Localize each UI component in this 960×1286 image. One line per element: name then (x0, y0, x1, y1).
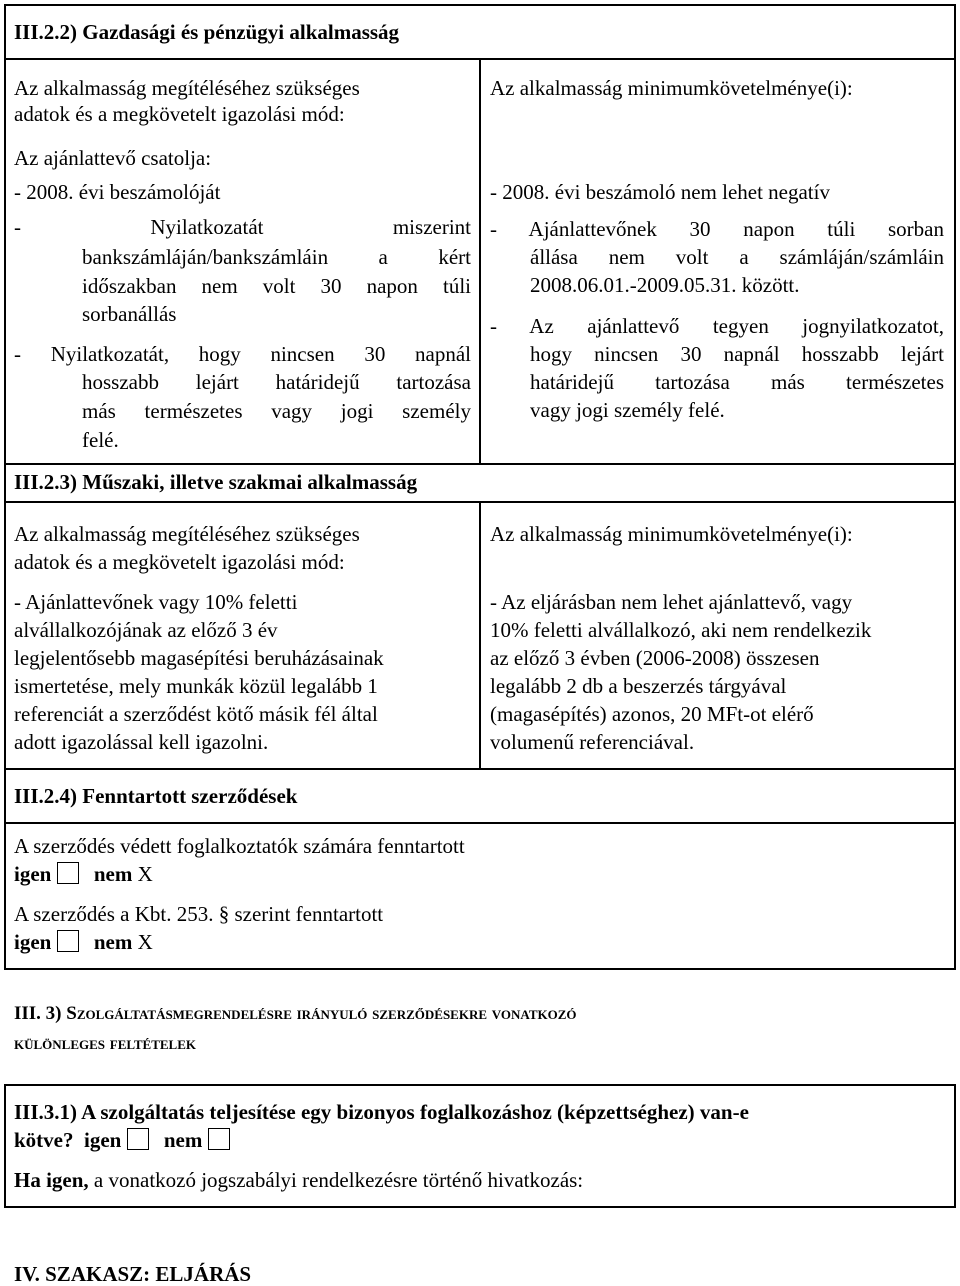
yes-checkbox[interactable] (57, 862, 79, 884)
left-title: Az alkalmasság megítéléséhez szükséges (14, 76, 360, 100)
right-title: Az alkalmasság minimumkövetelménye(i): (490, 522, 853, 546)
list-item: - Ajánlattevőnek vagy 10% feletti (14, 590, 298, 614)
list-item: alvállalkozójának az előző 3 év (14, 618, 278, 642)
yes-label: igen (14, 930, 52, 954)
yes-label: igen (14, 862, 52, 886)
no-label: nem (163, 1128, 203, 1152)
list-item: adott igazolással kell igazolni. (14, 730, 269, 754)
list-item: vagy jogi személy felé. (530, 398, 725, 422)
no-label: nem (93, 930, 133, 954)
list-item: sorbanállás (82, 302, 177, 326)
list-item: az előző 3 évben (2006-2008) összesen (490, 646, 820, 670)
list-item: 2008.06.01.-2009.05.31. között. (530, 273, 800, 297)
section-heading-iii-2-3: III.2.3) Műszaki, illetve szakmai alkalmasság (14, 470, 418, 494)
reserved-kbt-text: A szerződés a Kbt. 253. § szerint fenntartott (14, 902, 384, 926)
left-title: adatok és a megkövetelt igazolási mód: (14, 102, 345, 126)
list-item: - Az eljárásban nem lehet ajánlattevő, vagy (490, 590, 853, 614)
right-title: Az alkalmasság minimumkövetelménye(i): (490, 76, 853, 100)
list-item: állása nem volt a számláján/számláin (530, 245, 944, 269)
list-item: bankszámláján/bankszámláin a kért (82, 245, 471, 269)
reference-text: a vonatkozó jogszabályi rendelkezésre történő hivatkozás: (88, 1168, 584, 1192)
left-title: adatok és a megkövetelt igazolási mód: (14, 550, 345, 574)
section-heading-iv: IV. SZAKASZ: ELJÁRÁS (14, 1262, 252, 1286)
list-item: - Nyilatkozatát, hogy nincsen 30 napnál (14, 342, 471, 366)
list-item: - Az ajánlattevő tegyen jognyilatkozatot, (490, 314, 944, 338)
list-item: időszakban nem volt 30 napon túli (82, 274, 471, 298)
section-heading-iii-2-4: III.2.4) Fenntartott szerződések (14, 784, 298, 808)
no-label: nem (93, 862, 133, 886)
yes-checkbox[interactable] (127, 1128, 149, 1150)
list-item: - 2008. évi beszámoló nem lehet negatív (490, 180, 830, 204)
divider (4, 768, 956, 770)
no-mark: X (137, 930, 153, 954)
iii-3-1-question: III.3.1) A szolgáltatás teljesítése egy bizonyos foglalkozáshoz (képzettséghez) van-e (14, 1100, 749, 1124)
section-heading-iii-2-2: III.2.2) Gazdasági és pénzügyi alkalmasság (14, 20, 400, 44)
section-heading-iii-3 (14, 1002, 577, 1026)
attach-label: Az ajánlattevő csatolja: (14, 146, 212, 170)
reserved-protected-text: A szerződés védett foglalkoztatók számára fenntartott (14, 834, 465, 858)
list-item: hogy nincsen 30 napnál hosszabb lejárt (530, 342, 944, 366)
question-end: kötve? (14, 1128, 74, 1152)
list-item: legalább 2 db a beszerzés tárgyával (490, 674, 787, 698)
iii-3-1-yes-no (14, 1128, 234, 1152)
section-heading-iii-3-line2: különleges feltételek (14, 1033, 197, 1054)
if-yes-label: Ha igen, (14, 1168, 89, 1192)
heading-prefix: III. 3) (14, 1003, 67, 1024)
list-item: legjelentősebb magasépítési beruházásainak (14, 646, 384, 670)
column-divider (479, 58, 481, 464)
list-item: felé. (82, 428, 119, 452)
yes-no-row (14, 862, 153, 886)
yes-checkbox[interactable] (57, 930, 79, 952)
list-item: más természetes vagy jogi személy (82, 399, 471, 423)
list-item: ismertetése, mely munkák közül legalább 1 (14, 674, 378, 698)
list-item: (magasépítés) azonos, 20 MFt-ot elérő (490, 702, 814, 726)
list-item: - Ajánlattevőnek 30 napon túli sorban (490, 217, 944, 241)
list-item: határidejű tartozása más természetes (530, 370, 944, 394)
list-item: referenciát a szerződést kötő másik fél által (14, 702, 378, 726)
yes-label: igen (84, 1128, 122, 1152)
list-item: volumenű referenciával. (490, 730, 695, 754)
divider (4, 463, 956, 465)
no-checkbox[interactable] (208, 1128, 230, 1150)
list-item: hosszabb lejárt határidejű tartozása (82, 370, 471, 394)
iii-3-1-reference (14, 1168, 583, 1192)
heading-text: Szolgáltatásmegrendelésre irányuló szerződésekre vonatkozó (66, 1003, 577, 1024)
divider (4, 822, 956, 824)
list-item: - Nyilatkozatát miszerint (14, 215, 471, 239)
list-item: - 2008. évi beszámolóját (14, 180, 221, 204)
left-title: Az alkalmasság megítéléséhez szükséges (14, 522, 360, 546)
yes-no-row (14, 930, 153, 954)
list-item: 10% feletti alvállalkozó, aki nem rendelkezik (490, 618, 872, 642)
no-mark: X (137, 862, 153, 886)
column-divider (479, 501, 481, 769)
